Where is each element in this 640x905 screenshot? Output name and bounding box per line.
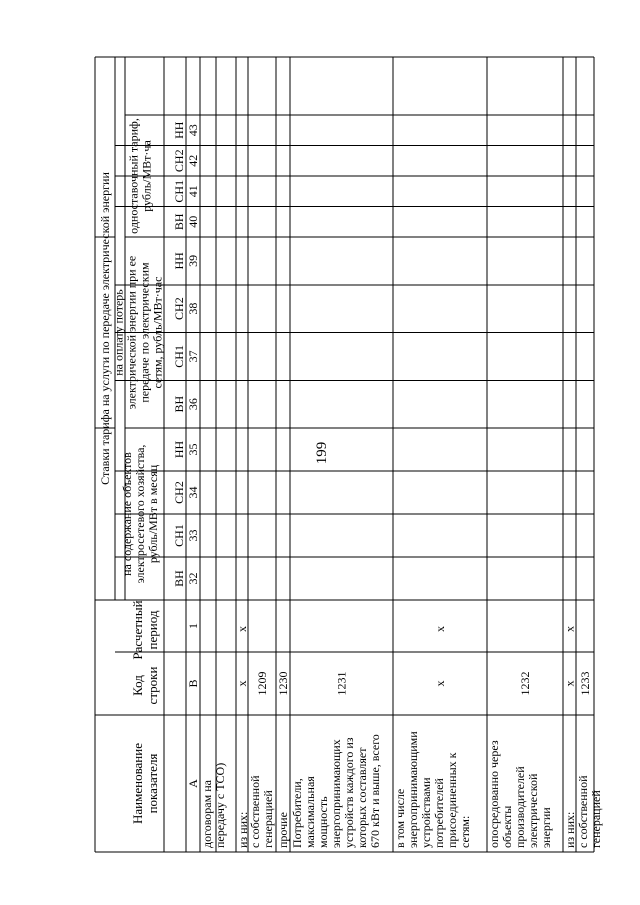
column-index: 40 bbox=[186, 215, 200, 228]
row-code: 1231 bbox=[334, 671, 349, 696]
page-number: 199 bbox=[313, 441, 330, 465]
code-column-header: строки bbox=[145, 666, 160, 705]
row-name: мощность bbox=[316, 796, 330, 848]
row-name: производителей bbox=[513, 766, 527, 848]
voltage-level-label: СН2 bbox=[172, 149, 186, 173]
voltage-level-label: СН2 bbox=[172, 481, 186, 504]
index-cell: 1 bbox=[186, 623, 200, 629]
row-name: прочие bbox=[276, 812, 290, 848]
voltage-level-label: СН2 bbox=[172, 297, 186, 320]
voltage-level-label: СН1 bbox=[172, 524, 186, 547]
column-index: 36 bbox=[186, 398, 200, 411]
row-name: из них: bbox=[563, 811, 577, 848]
row-code: 1232 bbox=[518, 671, 532, 696]
row-name: которых составляет bbox=[355, 747, 369, 848]
row-name: сетям: bbox=[458, 815, 472, 848]
row-name: электрической bbox=[526, 773, 540, 848]
voltage-level-label: ВН bbox=[172, 395, 186, 413]
column-index: 41 bbox=[186, 185, 200, 198]
voltage-level-label: ВН bbox=[172, 213, 186, 231]
row-name: генерацией bbox=[261, 790, 275, 848]
row-code: х bbox=[235, 680, 249, 687]
group-title: Ставки тарифа на услуги по передаче электрической энергии bbox=[98, 172, 112, 485]
name-column-header: показателя bbox=[145, 753, 160, 814]
row-name: энергопринимающими bbox=[406, 731, 420, 848]
name-column-header: Наименование bbox=[130, 743, 145, 824]
sub-group-title: сетям, рубль/МВт·час bbox=[150, 276, 165, 389]
row-name: договорам на bbox=[200, 780, 214, 848]
sub-group-title: на оплату потерь bbox=[111, 289, 126, 376]
index-cell: В bbox=[186, 679, 200, 688]
row-period: х bbox=[562, 626, 577, 632]
row-name: генерацией bbox=[589, 790, 603, 848]
voltage-level-label: НН bbox=[172, 121, 186, 139]
row-name: присоединенных к bbox=[445, 752, 459, 848]
row-name: Потребители, bbox=[290, 778, 304, 848]
sub-group-title: передаче по электрическим bbox=[137, 262, 152, 403]
sub-group-title: рубль/МВт в месяц bbox=[146, 464, 160, 564]
column-index: 37 bbox=[186, 350, 200, 363]
row-code: 1233 bbox=[578, 671, 592, 696]
row-name: устройствами bbox=[419, 777, 433, 848]
row-name: энергопринимающих bbox=[329, 739, 343, 848]
row-name: с собственной bbox=[248, 775, 262, 848]
row-name: в том числе bbox=[393, 788, 407, 848]
period-column-header: период bbox=[145, 610, 160, 650]
voltage-level-label: СН1 bbox=[172, 179, 186, 203]
voltage-level-label: ВН bbox=[172, 570, 186, 587]
row-code: 1230 bbox=[276, 671, 290, 696]
column-index: 39 bbox=[186, 254, 200, 267]
row-period: х bbox=[433, 626, 447, 632]
voltage-level-label: НН bbox=[172, 252, 186, 270]
row-name: энергии bbox=[539, 807, 553, 848]
row-name: передачу с ТСО) bbox=[213, 762, 227, 848]
code-column-header: Код bbox=[130, 675, 145, 696]
sub-group-title: электрической энергии при ее bbox=[124, 255, 139, 410]
index-cell: А bbox=[186, 779, 200, 788]
row-code: 1209 bbox=[255, 671, 269, 696]
column-index: 38 bbox=[186, 302, 200, 315]
column-index: 35 bbox=[186, 443, 200, 456]
column-index: 32 bbox=[186, 572, 200, 585]
row-name: устройств каждого из bbox=[342, 737, 356, 848]
row-code: х bbox=[562, 680, 577, 687]
row-name: максимальная bbox=[303, 776, 317, 848]
row-name: объекты bbox=[500, 805, 514, 848]
row-code: х bbox=[433, 680, 447, 687]
sub-group-title: на содержание объектов bbox=[120, 452, 134, 576]
sub-group-title: рубль/МВт·ча bbox=[139, 140, 154, 212]
column-index: 42 bbox=[186, 154, 200, 167]
column-index: 34 bbox=[186, 486, 200, 499]
voltage-level-label: НН bbox=[172, 440, 186, 459]
column-index: 33 bbox=[186, 529, 200, 542]
column-index: 43 bbox=[186, 124, 200, 137]
sub-group-title: одноставочный тариф, bbox=[126, 118, 141, 234]
row-period: х bbox=[235, 626, 249, 632]
row-name: опосредованно через bbox=[487, 740, 501, 848]
sub-group-title: электросетевого хозяйства, bbox=[133, 444, 147, 584]
row-name: 670 кВт и выше, всего bbox=[368, 734, 382, 848]
row-name: потребителей bbox=[432, 778, 446, 848]
row-name: из них: bbox=[236, 811, 250, 848]
row-name: с собственной bbox=[576, 775, 590, 848]
period-column-header: Расчетный bbox=[130, 600, 145, 660]
voltage-level-label: СН1 bbox=[172, 345, 186, 368]
